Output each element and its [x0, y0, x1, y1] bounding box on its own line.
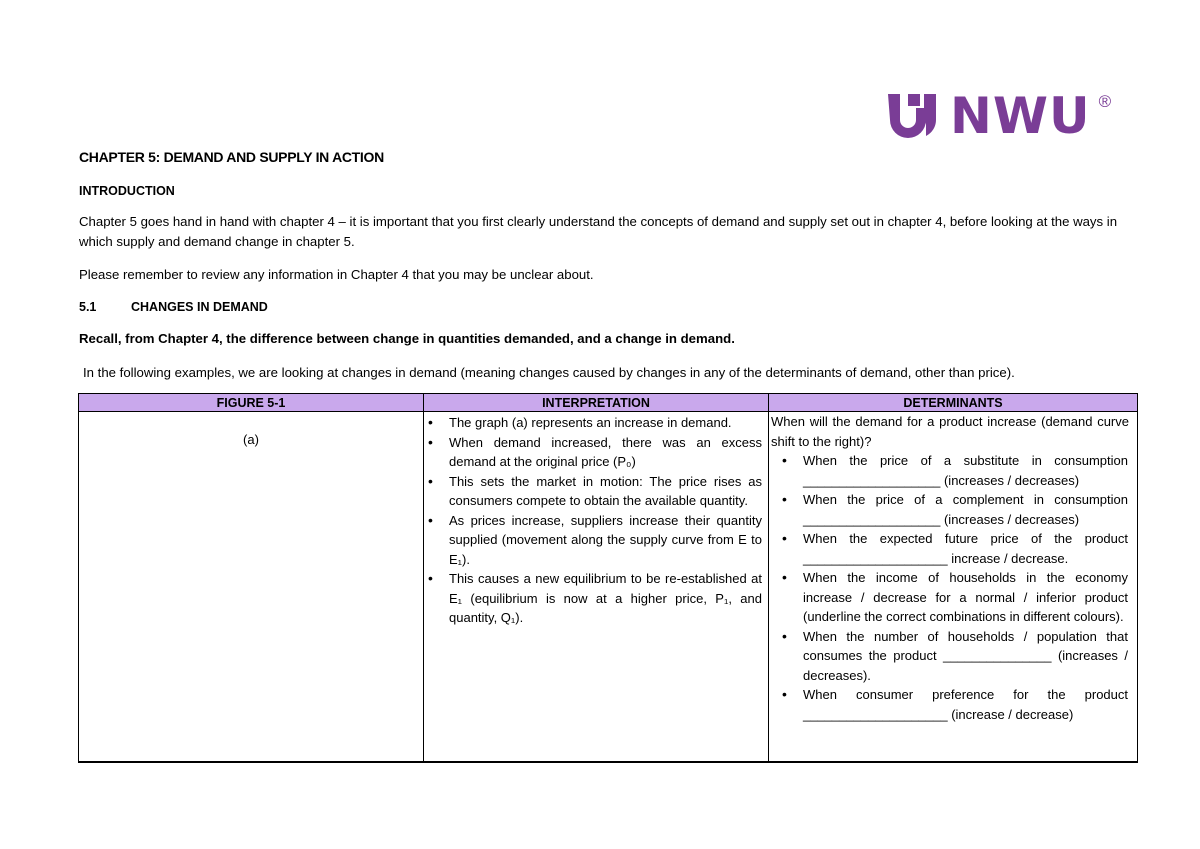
- figure-cell: [79, 412, 424, 763]
- list-item: • As prices increase, suppliers increase their quantity supplied (movement along the supply curve from E to E₁).: [449, 511, 762, 570]
- section-title: CHANGES IN DEMAND: [131, 300, 268, 314]
- review-note: Please remember to review any information in Chapter 4 that you may be unclear about.: [79, 267, 594, 282]
- figure-table: [78, 393, 1138, 763]
- intro-heading: INTRODUCTION: [79, 184, 175, 198]
- list-item: • When the price of a substitute in consumption ___________________ (increases / decreases): [803, 451, 1128, 490]
- section-heading: [79, 297, 268, 317]
- interpretation-list: [424, 412, 768, 628]
- list-item: • When consumer preference for the product ____________________ (increase / decrease): [803, 685, 1128, 724]
- header-interpretation: INTERPRETATION: [424, 394, 769, 412]
- chapter-title: CHAPTER 5: DEMAND AND SUPPLY IN ACTION: [79, 149, 384, 165]
- header-determinants: DETERMINANTS: [769, 394, 1138, 412]
- examples-note: In the following examples, we are looking at changes in demand (meaning changes caused by changes in any of the determinants of demand, other than price).: [83, 365, 1015, 380]
- logo-wordmark: NWU: [950, 87, 1091, 145]
- figure-label: (a): [243, 432, 259, 447]
- list-item: • When the number of households / population that consumes the product _______________ (increases / decreases).: [803, 627, 1128, 686]
- intro-paragraph: Chapter 5 goes hand in hand with chapter 4 – it is important that you first clearly understand the concepts of demand and supply set out in chapter 4, before looking at the ways in which supply and demand change in chapter 5.: [79, 214, 1118, 249]
- nwu-logo: [884, 87, 1112, 145]
- list-item: • When the income of households in the economy increase / decrease for a normal / inferior product (underline the correct combinations in different colours).: [803, 568, 1128, 627]
- interpretation-cell: [424, 412, 769, 763]
- registered-mark: ®: [1098, 92, 1112, 111]
- nwu-emblem-icon: [884, 90, 940, 142]
- list-item: • This causes a new equilibrium to be re-established at E₁ (equilibrium is now at a higher price, P₁, and quantity, Q₁).: [449, 569, 762, 628]
- list-item: • This sets the market in motion: The price rises as consumers compete to obtain the available quantity.: [449, 472, 762, 511]
- section-number: 5.1: [79, 300, 97, 314]
- table-row: [79, 412, 1138, 763]
- determinants-cell: [769, 412, 1138, 763]
- header-figure: FIGURE 5-1: [79, 394, 424, 412]
- recall-statement: Recall, from Chapter 4, the difference between change in quantities demanded, and a change in demand.: [79, 331, 735, 346]
- list-item: • When the expected future price of the product ____________________ increase / decrease.: [803, 529, 1128, 568]
- list-item: • The graph (a) represents an increase in demand.: [449, 413, 762, 433]
- determinants-list: [769, 451, 1137, 724]
- determinants-question: When will the demand for a product increase (demand curve shift to the right)?: [771, 414, 1129, 449]
- list-item: • When demand increased, there was an excess demand at the original price (P₀): [449, 433, 762, 472]
- table-header-row: [79, 394, 1138, 412]
- list-item: • When the price of a complement in consumption ___________________ (increases / decreases): [803, 490, 1128, 529]
